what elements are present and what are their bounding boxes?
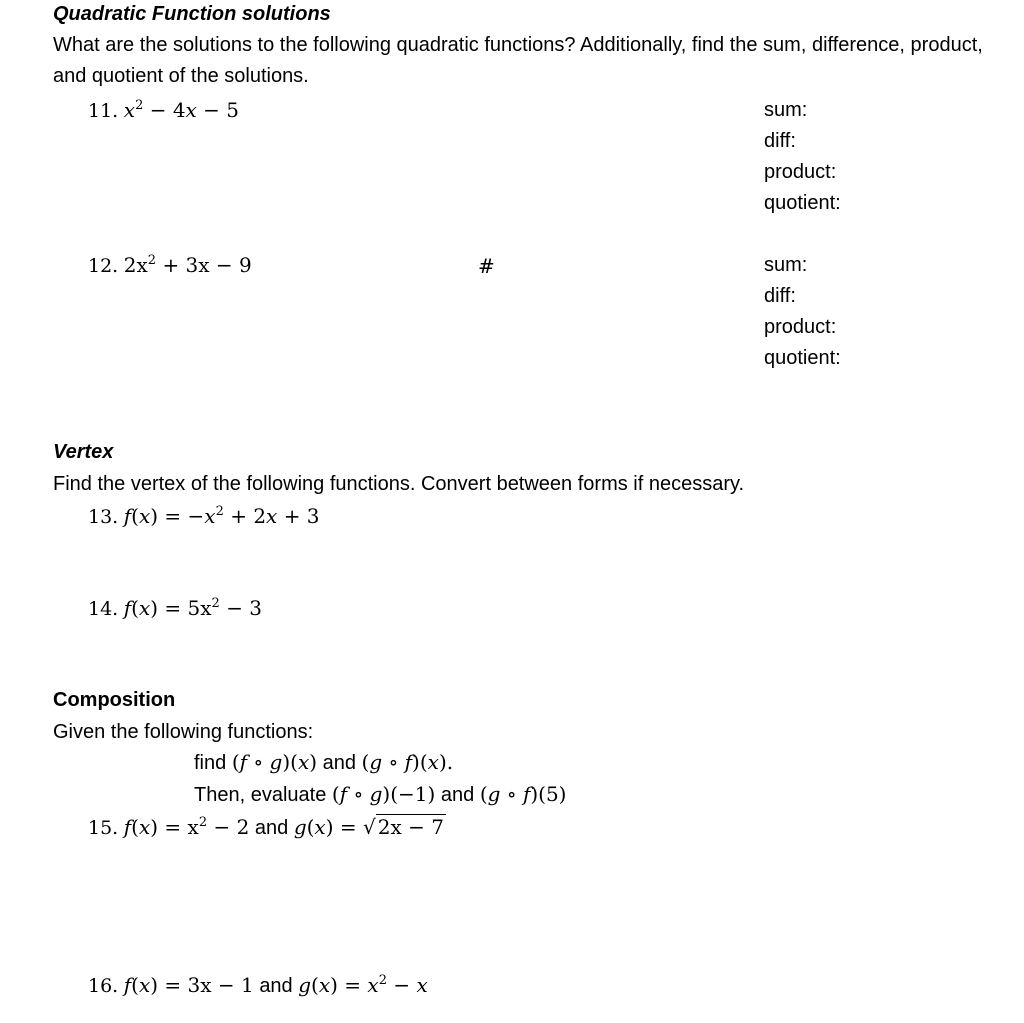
problem-number: 11. [88,100,119,122]
problem-expression: 𝑓(𝑥) = $x^2 - 2$ [123,815,250,839]
problem-number: 14. [88,598,119,620]
answer-label-product: product: [764,161,837,183]
problem-expression: $2x^2 + 3x - 9$ [123,253,252,277]
composition-find-line: find (𝑓 ∘ 𝑔)(𝑥) and (𝑔 ∘ 𝑓)(𝑥). [194,750,454,774]
answer-label-quotient: quotient: [764,347,841,369]
section-title-vertex: Vertex [53,441,114,463]
problem-number: 13. [88,506,119,528]
problem-13 [88,504,320,529]
problem-11 [88,98,239,123]
answer-label-sum: sum: [764,99,808,121]
square-root: √ 2x − 7 [362,815,444,839]
answer-label-quotient: quotient: [764,192,841,214]
answer-label-diff: diff: [764,130,796,152]
problem-expression: 𝑓(𝑥) = 3x − 1 [123,973,254,997]
problem-16: 16. 𝑓(𝑥) = 3x − 1 and 𝑔(𝑥) = 𝑥$^2$ − 𝑥 [88,973,428,997]
stray-hash-mark: # [478,254,495,278]
problem-number: 12. [88,255,119,277]
section-instructions-vertex: Find the vertex of the following functions. Convert between forms if necessary. [53,473,745,495]
problem-number: 15. [88,817,119,839]
problem-12 [88,253,252,278]
problem-15: 15. 𝑓(𝑥) = $x^2 - 2$ and 𝑔(𝑥) = √ 2x − 7 [88,815,444,839]
problem-expression: 𝑥$^2$ − 4𝑥 − 5 [123,98,240,122]
section-title-composition: Composition [53,689,176,711]
answer-label-diff: diff: [764,285,796,307]
section-intro-composition: Given the following functions: [53,721,314,743]
problem-14 [88,596,262,621]
answer-label-sum: sum: [764,254,808,276]
composition-evaluate-line: Then, evaluate (𝑓 ∘ 𝑔)(−1) and (𝑔 ∘ 𝑓)(5) [194,782,567,806]
problem-expression: 𝑓(𝑥) = $5x^2 - 3$ [123,596,263,620]
section-title-quadratic: Quadratic Function solutions [53,3,331,25]
section-instructions-quadratic: What are the solutions to the following quadratic functions? Additionally, find the sum, difference, product, and quotient of the solutions. [53,34,983,87]
problem-expression: 𝑓(𝑥) = −𝑥$^2$ + 2𝑥 + 3 [123,504,320,528]
problem-number: 16. [88,975,119,997]
answer-label-product: product: [764,316,837,338]
